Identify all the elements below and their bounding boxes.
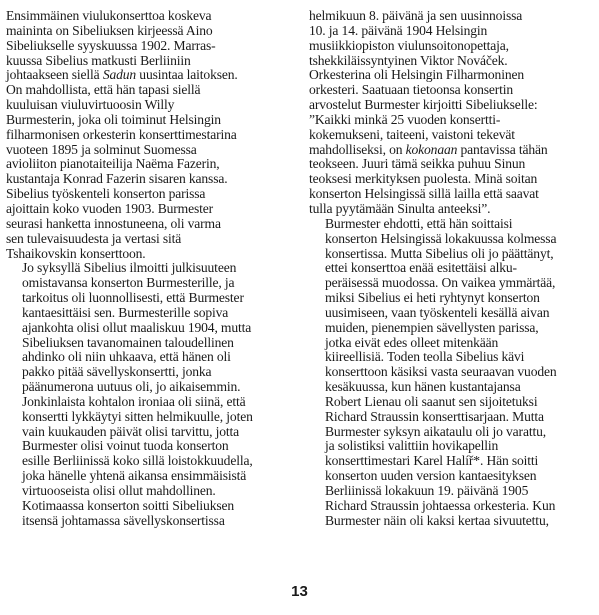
text-line: johtaakseen siellä Sadun uusintaa laitoksen. [6,67,238,83]
text-line: Richard Straussin konserttisarjaan. Mutta [325,408,544,424]
text-line: Sibeliukselle syyskuussa 1902. Marras- [6,37,216,53]
text-line: Burmesterin, joka oli toiminut Helsingin [6,111,221,127]
text-line: joka hänelle yhtenä aikansa ensimmäisistä [22,468,247,484]
text-line: Sibeliuksen tavanomainen taloudellinen [22,334,234,350]
text-line: filharmonisen orkesterin konserttimestarina [6,126,237,142]
text-line: Berliinissä lokakuun 19. päivänä 1905 [325,483,529,498]
text-line: konserton uuden version kantaesityksen [325,468,537,484]
text-line: konsertissa. Mutta Sibelius oli jo päättänyt, [325,245,554,261]
text-line: Kotimaassa konserton soitti Sibeliuksen [22,497,235,513]
text-line: kuuluisan viuluvirtuoosin Willy [6,97,175,113]
text-line: Orkesterina oli Helsingin Filharmoninen [309,67,525,83]
text-line: konsertti lykkäytyi sitten helmikuulle, joten [22,408,253,424]
paragraph [309,217,593,529]
text-line: ajoittain koko vuoden 1903. Burmester [6,200,214,216]
text-line: vuoteen 1895 ja solminut Suomessa [6,141,197,157]
right-text-column [309,9,593,529]
text-line: arvostelut Burmester kirjoitti Sibeliukselle: [309,97,538,113]
italic-title: Sadun [102,67,137,83]
text-line: kesäkuussa, kun hänen kustantajansa [325,379,521,395]
text-line: avioliiton pianotaiteilija Naëma Fazerin, [6,156,220,172]
text-line: kiireellisiä. Toden teolla Sibelius kävi [325,349,525,365]
text-line: sen tulevaisuudesta ja vertasi sitä [6,230,182,246]
text-line: On mahdollista, että hän tapasi siellä [6,82,201,98]
text-line: Burmester ehdotti, että hän soittaisi [325,215,513,231]
text-line: mahdolliseksi, on kokonaan pantavissa tähän [309,141,548,157]
text-line: jotka eivät edes olleet mitenkään [325,334,499,350]
text-line: ajankohta olisi ollut maaliskuu 1904, mutta [22,319,252,335]
text-line: ”Kaikki minkä 25 vuoden konsertti- [309,111,501,127]
text-line: kantaesittäisi sen. Burmesterille sopiva [22,304,229,320]
text-line: Burmester olisi voinut tuoda konserton [22,438,229,454]
text-line: helmikuun 8. päivänä ja sen uusinnoissa [309,8,523,23]
text-line: Robert Lienau oli saanut sen sijoitetuksi [325,393,538,409]
text-line: miksi Sibelius ei heti ryhtynyt konserton [325,290,540,306]
text-line: 10. ja 14. päivänä 1904 Helsingin [309,22,488,38]
text-line: Burmester näin oli kaksi kertaa sivuutettu, [325,512,549,528]
text-line: konserton Helsingissä lokakuussa kolmessa [325,230,557,246]
text-line: ahdinko oli niin uhkaava, että hänen oli [22,349,231,365]
text-line: pakko pitää sävellyskonsertti, jonka [22,364,212,380]
text-line: vain kuukauden päivät olisi tarvittu, jotta [22,423,240,439]
paragraph [309,9,593,217]
text-line: seurasi hanketta innostuneena, oli varma [6,215,221,231]
text-line: itsensä johtamassa sävellyskonsertissa [22,512,225,528]
text-line: musiikkiopiston viulunsoitonopettaja, [309,37,509,53]
left-text-column [6,9,282,529]
text-line: Jonkinlaista kohtalon ironiaa oli siinä, että [22,393,246,409]
text-line: Ensimmäinen viulukonserttoa koskeva [6,8,212,23]
paragraph [6,261,282,528]
text-line: Tshaikovskin konserttoon. [6,245,146,261]
text-line: virtuooseista olisi ollut mahdollinen. [22,483,216,498]
text-line: Burmester syksyn aikataulu oli jo varattu, [325,423,546,439]
text-line: orkesteri. Saatuaan tietoonsa konsertin [309,82,514,98]
text-line: konserttimestari Karel Halíř*. Hän soitti [325,453,539,469]
text-line: ettei konserttoa enää esitettäisi alku- [325,260,517,276]
text-line: teoksesi merkityksen puolesta. Minä soitan [309,171,538,187]
text-line: peräisessä muodossa. On vaikea ymmärtää, [325,275,556,291]
text-line: Sibelius työskenteli konserton parissa [6,186,206,202]
text-line: Richard Straussin johtaessa orkesteria. Kun [325,497,556,513]
paragraph [6,9,282,261]
text-line: kuussa Sibelius matkusti Berliiniin [6,52,191,68]
text-line: konserton Helsingissä sillä lailla että saavat [309,186,539,202]
text-line: kokemukseni, taiteeni, vaistoni tekevät [309,126,515,142]
page-number: 13 [291,583,308,600]
text-line: esille Berliinissä koko sillä loistokkuudella, [22,453,253,469]
text-line: ja solistiksi valittiin hovikapellin [325,438,499,454]
text-line: päänumerona uutuus oli, jo aikaisemmin. [22,379,241,395]
text-line: tulla pyytämään Sinulta anteeksi”. [309,200,491,216]
text-line: uusimiseen, vaan työskenteli kesällä aivan [325,304,550,320]
text-line: maininta on Sibeliuksen kirjeessä Aino [6,22,213,38]
text-line: tshekkiläissyntyinen Viktor Nováček. [309,52,508,68]
text-line: omistavansa konserton Burmesterille, ja [22,275,235,291]
text-line: teokseen. Juuri tämä seikka puhuu Sinun [309,156,526,172]
italic-title: kokonaan [405,141,458,157]
text-line: tarkoitus oli luonnollisesti, että Burmester [22,290,244,306]
text-line: kustantaja Konrad Fazerin sisaren kanssa. [6,171,228,187]
text-line: konserttoon käsiksi vasta seuraavan vuoden [325,364,557,380]
text-line: muiden, pienempien sävellysten parissa, [325,319,539,335]
text-line: Jo syksyllä Sibelius ilmoitti julkisuuteen [22,260,237,276]
